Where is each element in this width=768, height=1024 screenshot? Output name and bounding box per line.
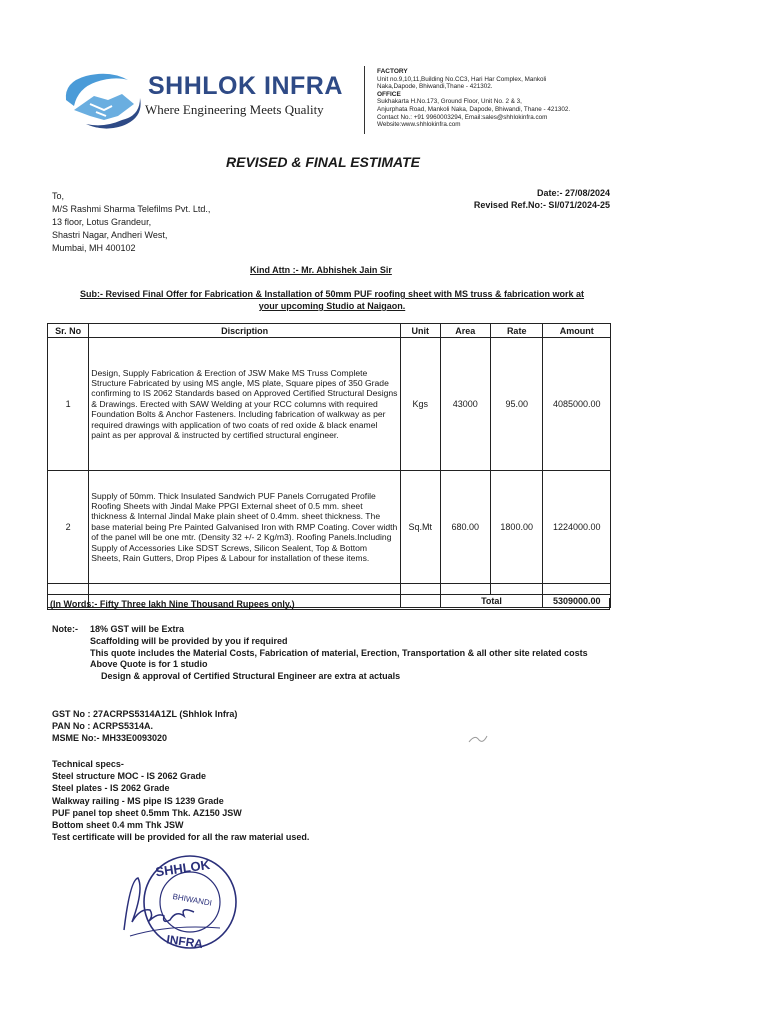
note-item: Above Quote is for 1 studio [90,659,208,670]
subject-line [52,288,612,312]
spec-item: Steel structure MOC - IS 2062 Grade [52,771,207,782]
date-line: Date:- 27/08/2024 [536,188,610,198]
registration-block [52,708,237,744]
cell-amount: 1224000.00 [543,471,611,584]
ref-line: Revised Ref.No:- SI/071/2024-25 [473,200,610,210]
header-divider [364,66,365,134]
gst-no: GST No : 27ACRPS5314A1ZL (Shhlok Infra) [52,709,238,719]
spec-item: Bottom sheet 0.4 mm Thk JSW [52,820,184,831]
cell-rate: 1800.00 [490,471,543,584]
table-header-row [48,324,611,338]
company-address [377,68,570,129]
cell-sr: 2 [48,471,89,584]
spec-item: Walkway railing - MS pipe IS 1239 Grade [52,795,224,806]
cell-unit: Sq.Mt [400,471,440,584]
recipient-block [52,190,210,255]
header-rate: Rate [490,324,543,338]
spec-item: Steel plates - IS 2062 Grade [52,783,170,794]
estimate-table [47,323,611,608]
recipient-line: 13 floor, Lotus Grandeur, [52,217,152,227]
recipient-line: M/S Rashmi Sharma Telefilms Pvt. Ltd., [52,204,211,214]
cell-desc: Design, Supply Fabrication & Erection of JSW Make MS Truss Complete Structure Fabricated by using MS angle, MS plate, Square pipes of 350 Grade confirming to IS 2062 Standards based on Approved Certified Structural Designs & Drawings. Erected with SAW Welding at your RCC columns with required Foundation Bolts & Anchor Fasteners. Including fabrication of walkway as per required drawings with application of two coats of red oxide & black enamel paint as per approval & instructed by certified structural engineer. [89,338,401,471]
cell-unit: Kgs [400,338,440,471]
note-label: Note:- [52,624,78,634]
subject-text: your upcoming Studio at Naigaon. [258,301,406,311]
total-label: Total [440,595,543,608]
factory-line: Naka,Dapode, Bhiwandi,Thane - 421302. [377,83,493,91]
subject-text: Sub:- Revised Final Offer for Fabrication & Installation of 50mm PUF roofing sheet with MS truss & fabrication work at [79,289,585,299]
recipient-line: Shastri Nagar, Andheri West, [52,230,168,240]
header-sr: Sr. No [48,324,89,338]
stamp-middle-text: BHIWANDI [171,891,213,908]
amount-in-words: (In Words:- Fifty Three lakh Nine Thousand Rupees only.) [47,598,610,610]
website-line: Website:www.shhlokinfra.com [377,121,461,129]
cell-sr: 1 [48,338,89,471]
cell-amount: 4085000.00 [543,338,611,471]
header-amount: Amount [543,324,611,338]
pen-mark-icon [465,728,495,750]
handshake-logo-icon [60,70,145,132]
kind-attention: Kind Attn :- Mr. Abhishek Jain Sir [250,265,392,275]
document-title: REVISED & FINAL ESTIMATE [226,154,420,170]
pan-no: PAN No : ACRPS5314A. [52,721,154,731]
office-line: Sukhakarta H.No.173, Ground Floor, Unit No. 2 & 3, [377,98,522,106]
table-row [48,338,611,471]
cell-rate: 95.00 [490,338,543,471]
note-item: Design & approval of Certified Structural Engineer are extra at actuals [101,671,401,682]
date-ref-block [474,187,610,211]
note-item: This quote includes the Material Costs, Fabrication of material, Erection, Transportation & all other site related costs [90,647,588,658]
company-tagline: Where Engineering Meets Quality [145,102,324,117]
table-row [48,471,611,584]
factory-line: Unit no.9,10,11,Building No.CC3, Hari Har Complex, Mankoli [377,75,547,83]
cell-desc: Supply of 50mm. Thick Insulated Sandwich PUF Panels Corrugated Profile Roofing Sheets with Jindal Make PPGI External sheet of 0.5 mm. sheet thickness & Internal Jindal Make plain sheet of 0.4mm. sheet thickness. The base material being Pre Painted Galvanised Iron with RMP Coating. Cover width of the panel will be one mtr. (Density 32 +/- 2 Kg/m3). Roofing Panels.Including Supply of Accessories Like SDST Screws, Silicon Sealent, Top & Bottom Sheets, Rain Gutters, Drop Pipes & Labour for installation of these items. [89,471,401,584]
recipient-line: To, [52,191,65,201]
note-item: 18% GST will be Extra [90,624,185,634]
cell-area: 43000 [440,338,490,471]
total-amount: 5309000.00 [543,595,611,608]
specs-title: Technical specs- [52,759,124,769]
cell-area: 680.00 [440,471,490,584]
note-item: Scaffolding will be provided by you if required [90,635,288,646]
factory-label: FACTORY [377,68,408,75]
contact-line: Contact No.: +91 9960003294, Email:sales@shhlokinfra.com [377,113,548,121]
company-stamp-icon [110,850,250,960]
header-area: Area [440,324,490,338]
spec-item: Test certificate will be provided for all the raw material used. [52,832,310,843]
stamp-top-text: SHHLOK [154,856,211,880]
empty-row [48,584,611,595]
spec-item: PUF panel top sheet 0.5mm Thk. AZ150 JSW [52,807,242,818]
recipient-line: Mumbai, MH 400102 [52,243,136,253]
office-label: OFFICE [377,90,401,98]
technical-specs [52,758,309,843]
msme-no: MSME No:- MH33E0093020 [52,733,168,743]
stamp-bottom-text: INFRA [165,932,204,952]
header-desc: Discription [89,324,401,338]
header-unit: Unit [400,324,440,338]
notes-list [90,624,610,683]
office-line: Anjurphata Road, Mankoli Naka, Dapode, Bhiwandi, Thane - 421302. [377,105,571,113]
company-name: SHHLOK INFRA [148,72,343,100]
